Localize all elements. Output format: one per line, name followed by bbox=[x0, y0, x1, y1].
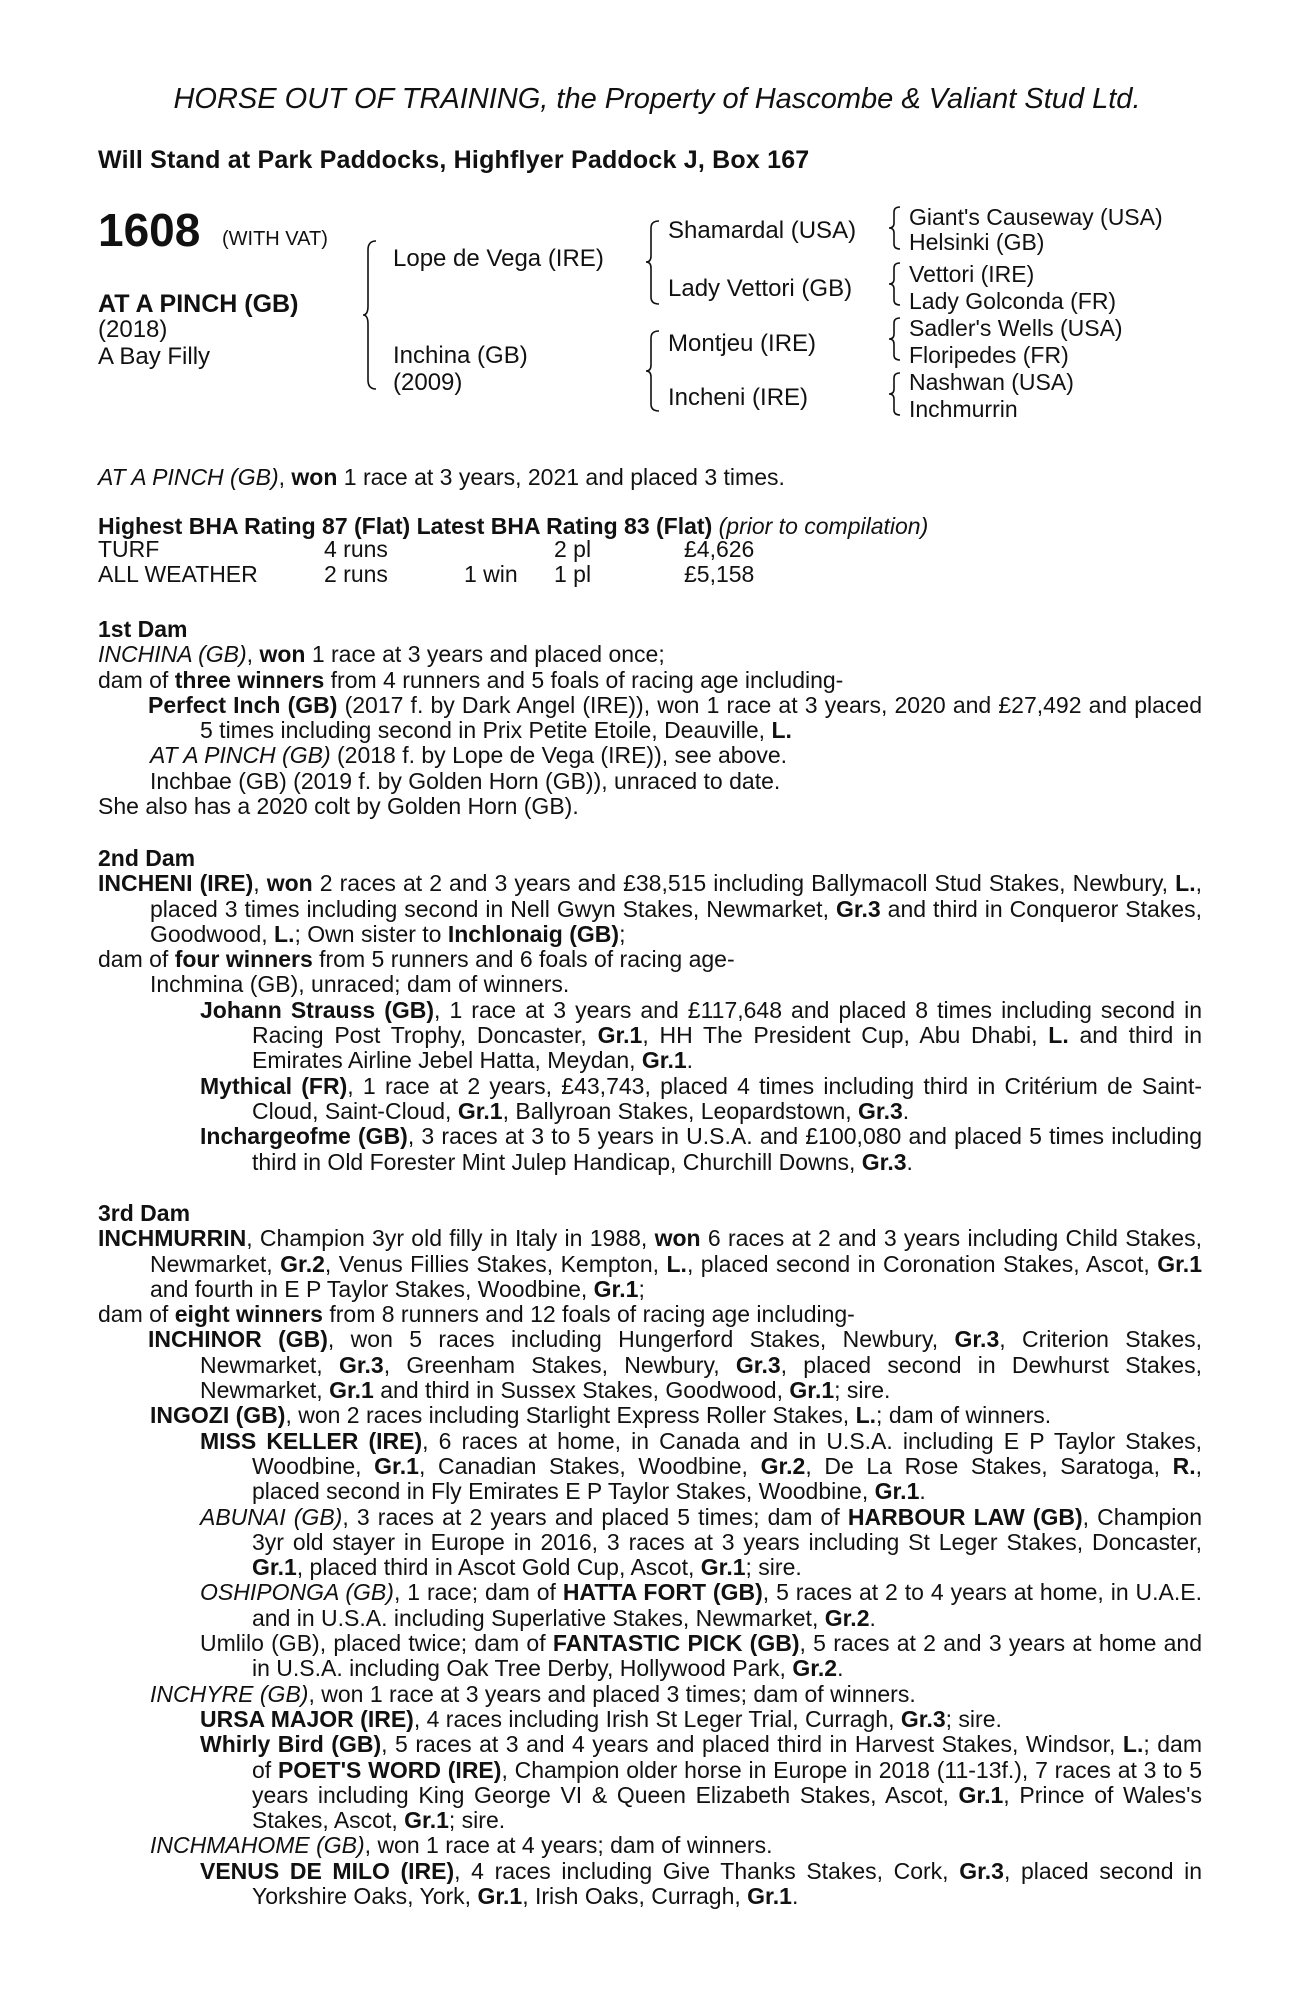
gen3-7: Nashwan (USA) bbox=[909, 369, 1074, 395]
gen3-1: Giant's Causeway (USA) bbox=[909, 204, 1163, 230]
produce-entry: ABUNAI (GB), 3 races at 2 years and placed 5 times; dam of HARBOUR LAW (GB), Champion 3yr old stayer in Europe in 2016, 3 races at 3 years including St Leger Stakes, Doncaster, Gr.1, placed third in Ascot Gold Cup, Ascot, Gr.1; sire. bbox=[200, 1503, 1202, 1581]
gen3-3: Vettori (IRE) bbox=[909, 261, 1035, 287]
produce-entry: Inchmina (GB), unraced; dam of winners. bbox=[150, 971, 570, 998]
dam-produce-line: dam of four winners from 5 runners and 6 foals of racing age- bbox=[98, 946, 735, 973]
dam-year: (2009) bbox=[393, 369, 463, 396]
runs-count: 2 runs bbox=[324, 561, 388, 587]
produce-entry: VENUS DE MILO (IRE), 4 races including Give Thanks Stakes, Cork, Gr.3, placed second in Yorkshire Oaks, York, Gr.1, Irish Oaks, Curragh, Gr.1. bbox=[200, 1857, 1203, 1910]
sire-dam: Lady Vettori (GB) bbox=[668, 275, 853, 302]
runs-wins: 1 win bbox=[464, 561, 518, 587]
section-title: 2nd Dam bbox=[98, 845, 196, 871]
vat-note: (WITH VAT) bbox=[222, 228, 328, 250]
produce-entry: Johann Strauss (GB), 1 race at 3 years and £117,648 and placed 8 times including second in Racing Post Trophy, Doncaster, Gr.1, HH The President Cup, Abu Dhabi, L. and third in Emirates Airline Jebel Hatta, Meydan, Gr.1. bbox=[200, 996, 1202, 1074]
dam-produce-line: dam of three winners from 4 runners and 5 foals of racing age including- bbox=[98, 666, 844, 693]
produce-entry: Perfect Inch (GB) (2017 f. by Dark Angel (IRE)), won 1 race at 3 years, 2020 and £27,492 and placed 5 times including second in Prix Petite Etoile, Deauville, L. bbox=[148, 691, 1202, 744]
produce-entry: Umlilo (GB), placed twice; dam of FANTASTIC PICK (GB), 5 races at 2 and 3 years at home and in U.S.A. including Oak Tree Derby, Hollywood Park, Gr.2. bbox=[200, 1630, 1202, 1682]
gen3-8: Inchmurrin bbox=[909, 396, 1018, 422]
produce-entry: URSA MAJOR (IRE), 4 races including Irish St Leger Trial, Curragh, Gr.3; sire. bbox=[200, 1705, 1002, 1732]
gen3-4: Lady Golconda (FR) bbox=[909, 288, 1117, 314]
produce-entry: INCHINOR (GB), won 5 races including Hungerford Stakes, Newbury, Gr.3, Criterion Stakes, Newmarket, Gr.3, Greenham Stakes, Newbury, Gr.3, placed second in Dewhurst Stakes, Newmarket, Gr.1 and third in Sussex Stakes, Goodwood, Gr.1; sire. bbox=[148, 1326, 1202, 1404]
dam-line: INCHMURRIN, Champion 3yr old filly in Italy in 1988, won 6 races at 2 and 3 years including Child Stakes, Newmarket, Gr.2, Venus Fillies Stakes, Kempton, L., placed second in Coronation Stakes, Ascot, Gr.1 and fourth in E P Taylor Stakes, Woodbine, Gr.1; bbox=[98, 1225, 1202, 1302]
sire-name: Lope de Vega (IRE) bbox=[393, 245, 604, 272]
produce-entry: MISS KELLER (IRE), 6 races at home, in Canada and in U.S.A. including E P Taylor Stakes, Woodbine, Gr.1, Canadian Stakes, Woodbine, Gr.2, De La Rose Stakes, Saratoga, R., placed second in Fly Emirates E P Taylor Stakes, Woodbine, Gr.1. bbox=[200, 1427, 1202, 1505]
runs-surface: ALL WEATHER bbox=[98, 561, 258, 587]
stand-location: Will Stand at Park Paddocks, Highflyer Paddock J, Box 167 bbox=[98, 146, 810, 174]
produce-entry: AT A PINCH (GB) (2018 f. by Lope de Vega (IRE)), see above. bbox=[150, 742, 788, 769]
gen3-6: Floripedes (FR) bbox=[909, 342, 1069, 368]
runs-earnings: £5,158 bbox=[684, 561, 755, 587]
page-header: HORSE OUT OF TRAINING, the Property of Hascombe & Valiant Stud Ltd. bbox=[173, 83, 1141, 115]
produce-entry: OSHIPONGA (GB), 1 race; dam of HATTA FORT (GB), 5 races at 2 to 4 years at home, in U.A.E. and in U.S.A. including Superlative Stakes, Newmarket, Gr.2. bbox=[200, 1579, 1203, 1631]
dam-line: INCHENI (IRE), won 2 races at 2 and 3 years and £38,515 including Ballymacoll Stud Stakes, Newbury, L., placed 3 times including second in Nell Gwyn Stakes, Newmarket, Gr.3 and third in Conqueror Stakes, Goodwood, L.; Own sister to Inchlonaig (GB); bbox=[98, 870, 1202, 947]
dam-dam: Incheni (IRE) bbox=[668, 384, 809, 411]
pedigree-brace-g56 bbox=[888, 317, 902, 361]
produce-note: She also has a 2020 colt by Golden Horn (GB). bbox=[98, 793, 579, 820]
section-title: 3rd Dam bbox=[98, 1200, 191, 1226]
horse-name: AT A PINCH (GB) bbox=[98, 290, 299, 318]
runs-placed: 2 pl bbox=[554, 536, 592, 562]
second-dam-section bbox=[98, 846, 1202, 1175]
produce-entry: INGOZI (GB), won 2 races including Starlight Express Roller Stakes, L.; dam of winners. bbox=[150, 1402, 1052, 1429]
pedigree-brace-g78 bbox=[888, 372, 902, 416]
dam-produce-line: dam of eight winners from 8 runners and 12 foals of racing age including- bbox=[98, 1301, 855, 1328]
dam-sire: Montjeu (IRE) bbox=[668, 330, 817, 357]
pedigree-brace-g34 bbox=[888, 262, 902, 306]
lot-number: 1608 bbox=[98, 204, 201, 256]
produce-entry: Inchargeofme (GB), 3 races at 3 to 5 years in U.S.A. and £100,080 and placed 5 times including third in Old Forester Mint Julep Handicap, Churchill Downs, Gr.3. bbox=[200, 1123, 1203, 1175]
runs-placed: 1 pl bbox=[554, 561, 592, 587]
pedigree-brace-g12 bbox=[888, 206, 902, 250]
dam-line: INCHINA (GB), won 1 race at 3 years and placed once; bbox=[98, 641, 665, 668]
section-title: 1st Dam bbox=[98, 616, 188, 642]
produce-entry: INCHMAHOME (GB), won 1 race at 4 years; dam of winners. bbox=[150, 1832, 773, 1859]
runs-earnings: £4,626 bbox=[684, 536, 755, 562]
produce-entry: Mythical (FR), 1 race at 2 years, £43,743, placed 4 times including third in Critérium de Saint-Cloud, Saint-Cloud, Gr.1, Ballyroan Stakes, Leopardstown, Gr.3. bbox=[200, 1072, 1203, 1124]
bha-rating: Highest BHA Rating 87 (Flat) Latest BHA Rating 83 (Flat) (prior to compilation) bbox=[98, 513, 929, 539]
first-dam-section bbox=[98, 617, 1202, 819]
horse-year: (2018) bbox=[98, 316, 168, 343]
pedigree-brace-sire bbox=[645, 220, 661, 305]
dam-name: Inchina (GB) bbox=[393, 342, 528, 369]
runs-surface: TURF bbox=[98, 536, 160, 562]
produce-entry: INCHYRE (GB), won 1 race at 3 years and placed 3 times; dam of winners. bbox=[150, 1680, 916, 1707]
race-summary: AT A PINCH (GB), won 1 race at 3 years, 2021 and placed 3 times. bbox=[98, 464, 785, 490]
gen3-2: Helsinki (GB) bbox=[909, 229, 1045, 255]
produce-entry: Whirly Bird (GB), 5 races at 3 and 4 years and placed third in Harvest Stakes, Windsor, L.; dam of POET'S WORD (IRE), Champion older horse in Europe in 2018 (11-13f.), 7 races at 3 to 5 years including King George VI & Queen Elizabeth Stakes, Ascot, Gr.1, Prince of Wales's Stakes, Ascot, Gr.1; sire. bbox=[200, 1731, 1202, 1834]
pedigree-brace-main bbox=[362, 240, 378, 390]
sire-sire: Shamardal (USA) bbox=[668, 217, 857, 244]
horse-description: A Bay Filly bbox=[98, 343, 211, 370]
gen3-5: Sadler's Wells (USA) bbox=[909, 315, 1123, 341]
produce-entry: Inchbae (GB) (2019 f. by Golden Horn (GB)), unraced to date. bbox=[150, 767, 781, 794]
pedigree-brace-dam bbox=[645, 330, 661, 412]
third-dam-section bbox=[98, 1201, 1202, 1909]
runs-count: 4 runs bbox=[324, 536, 388, 562]
